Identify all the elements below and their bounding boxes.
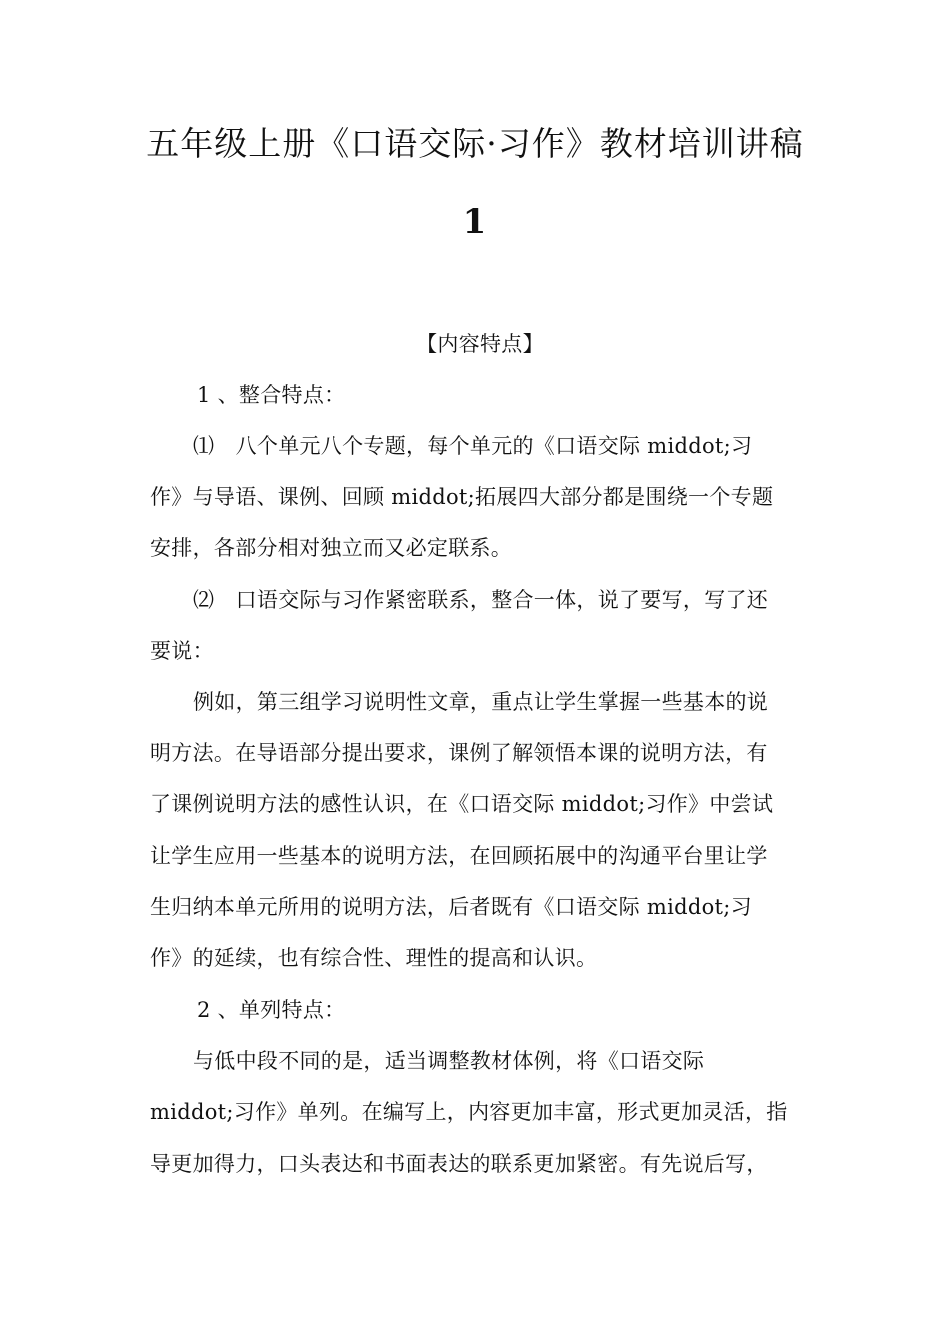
paragraph-line: 了课例说明方法的感性认识，在《口语交际 middot;习作》中尝试: [150, 792, 774, 816]
subheading-separate: 2 、单列特点：: [197, 998, 346, 1022]
paragraph-line: 例如，第三组学习说明性文章，重点让学生掌握一些基本的说: [193, 690, 769, 714]
paragraph-line: ⑴ 八个单元八个专题，每个单元的《口语交际 middot;习: [193, 434, 753, 458]
paragraph-line: 明方法。在导语部分提出要求，课例了解领悟本课的说明方法，有: [150, 741, 768, 765]
paragraph-line: middot;习作》单列。在编写上，内容更加丰富，形式更加灵活，指: [150, 1100, 788, 1124]
paragraph-line: 安排，各部分相对独立而又必定联系。: [150, 536, 513, 560]
document-title: 五年级上册《口语交际·习作》教材培训讲稿: [146, 124, 804, 163]
paragraph-line: 作》与导语、课例、回顾 middot;拓展四大部分都是围绕一个专题: [150, 485, 774, 509]
subheading-integration: 1 、整合特点：: [197, 383, 346, 407]
paragraph-line: 让学生应用一些基本的说明方法，在回顾拓展中的沟通平台里让学: [150, 844, 768, 868]
section-heading: 【内容特点】: [416, 332, 544, 356]
paragraph-line: 导更加得力，口头表达和书面表达的联系更加紧密。有先说后写，: [150, 1152, 768, 1176]
document-title-number: 1: [462, 202, 488, 242]
paragraph-line: 作》的延续，也有综合性、理性的提高和认识。: [150, 946, 598, 970]
paragraph-line: ⑵ 口语交际与习作紧密联系，整合一体，说了要写，写了还: [193, 588, 769, 612]
paragraph-line: 生归纳本单元所用的说明方法，后者既有《口语交际 middot;习: [150, 895, 752, 919]
paragraph-line: 要说：: [150, 639, 214, 663]
paragraph-line: 与低中段不同的是，适当调整教材体例，将《口语交际: [193, 1049, 705, 1073]
